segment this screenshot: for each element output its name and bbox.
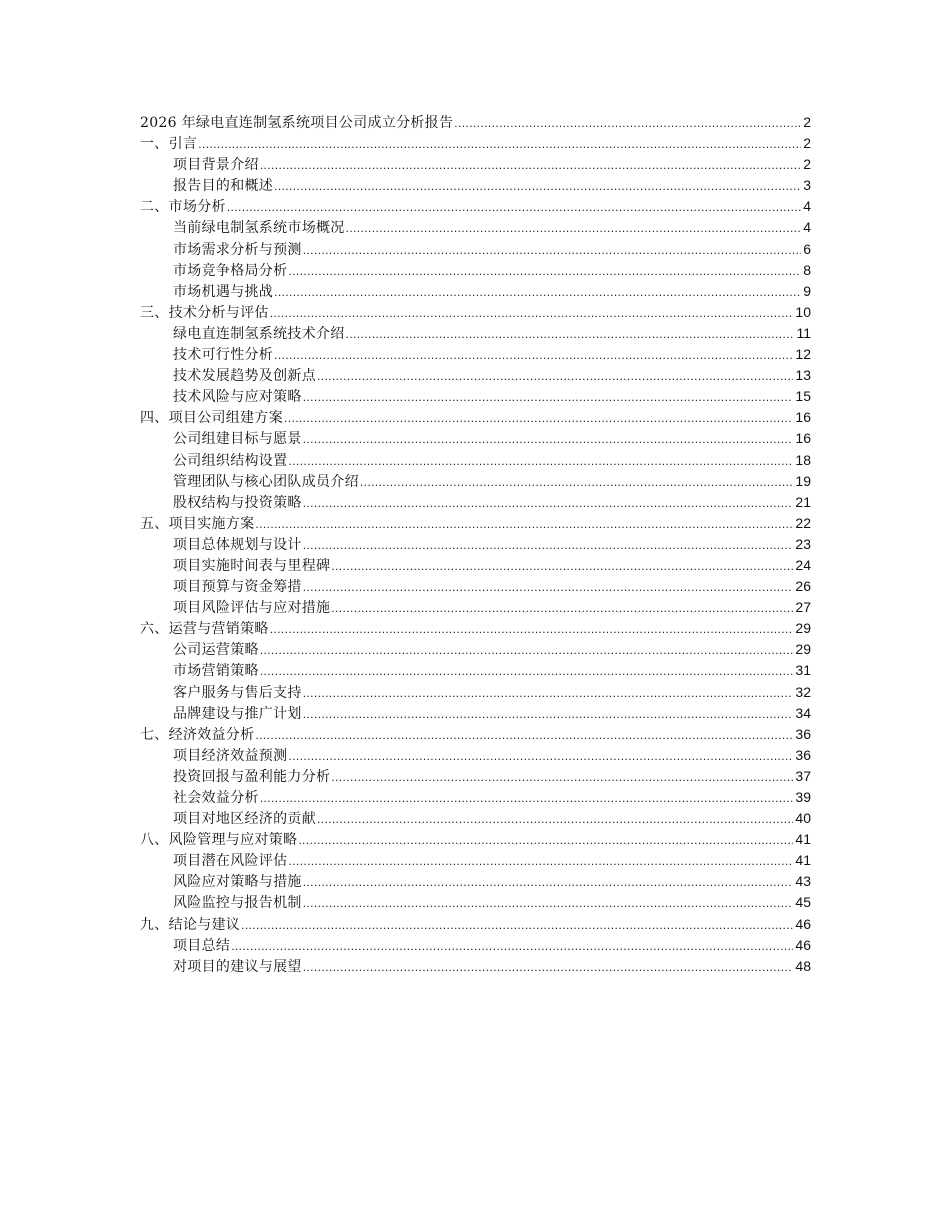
toc-section-entry[interactable]: [140, 682, 811, 703]
toc-page-number: 2: [803, 114, 811, 130]
toc-section-entry[interactable]: [140, 323, 811, 344]
toc-chapter-entry[interactable]: [140, 829, 811, 850]
dot-leader: [303, 493, 794, 514]
toc-page-number: 26: [795, 578, 811, 595]
dot-leader: [303, 704, 794, 725]
toc-entry-label: 项目预算与资金筹措: [173, 579, 302, 596]
toc-page-number: 18: [795, 451, 811, 468]
toc-page-number: 31: [795, 662, 811, 679]
toc-section-entry[interactable]: [140, 576, 811, 597]
toc-section-entry[interactable]: [140, 808, 811, 829]
toc-page-number: 4: [803, 198, 811, 215]
dot-leader: [331, 767, 793, 788]
toc-page-number: 46: [795, 936, 811, 953]
toc-section-entry[interactable]: [140, 703, 811, 724]
dot-leader: [270, 303, 794, 324]
toc-section-entry[interactable]: [140, 344, 811, 365]
toc-entry-label: 六、运营与营销策略: [140, 621, 269, 638]
toc-entry-label: 市场机遇与挑战: [173, 283, 274, 300]
toc-entry-label: 项目总结: [173, 937, 231, 954]
toc-section-entry[interactable]: [140, 935, 811, 956]
toc-page-number: 12: [795, 346, 811, 363]
toc-page-number: 27: [795, 599, 811, 616]
toc-entry-label: 客户服务与售后支持: [173, 684, 302, 701]
toc-section-entry[interactable]: [140, 555, 811, 576]
toc-page-number: 3: [803, 177, 811, 194]
toc-entry-label: 项目对地区经济的贡献: [173, 811, 316, 828]
toc-entry-label: 公司运营策略: [173, 642, 259, 659]
toc-page-number: 37: [795, 767, 811, 784]
toc-chapter-entry[interactable]: [140, 407, 811, 428]
toc-page-number: 29: [795, 620, 811, 637]
dot-leader: [346, 218, 802, 239]
toc-entry-label: 当前绿电制氢系统市场概况: [173, 220, 345, 237]
dot-leader: [331, 598, 793, 619]
table-of-contents: [140, 112, 811, 977]
toc-section-entry[interactable]: [140, 597, 811, 618]
toc-section-entry[interactable]: [140, 892, 811, 913]
toc-page-number: 2: [803, 156, 811, 173]
toc-page-number: 41: [795, 831, 811, 848]
toc-section-entry[interactable]: [140, 766, 811, 787]
toc-page-number: 6: [803, 240, 811, 257]
toc-page-number: 43: [795, 873, 811, 890]
toc-section-entry[interactable]: [140, 281, 811, 302]
dot-leader: [255, 725, 793, 746]
toc-section-entry[interactable]: [140, 260, 811, 281]
toc-page-number: 4: [803, 219, 811, 236]
toc-entry-label: 市场营销策略: [173, 663, 259, 680]
toc-section-entry[interactable]: [140, 492, 811, 513]
dot-leader: [288, 746, 793, 767]
dot-leader: [360, 472, 794, 493]
dot-leader: [303, 957, 794, 978]
toc-section-entry[interactable]: [140, 365, 811, 386]
toc-section-entry[interactable]: [140, 217, 811, 238]
toc-page-number: 40: [795, 810, 811, 827]
toc-page-number: 15: [795, 388, 811, 405]
toc-section-entry[interactable]: [140, 534, 811, 555]
toc-entry-label: 一、引言: [140, 136, 198, 153]
toc-page-number: 46: [795, 915, 811, 932]
dot-leader: [303, 872, 794, 893]
dot-leader: [260, 661, 794, 682]
toc-entry-label: 技术发展趋势及创新点: [173, 368, 316, 385]
toc-entry-label: 八、风险管理与应对策略: [140, 832, 298, 849]
dot-leader: [260, 155, 801, 176]
toc-section-entry[interactable]: [140, 386, 811, 407]
dot-leader: [303, 577, 794, 598]
dot-leader: [303, 683, 794, 704]
dot-leader: [288, 261, 801, 282]
toc-chapter-entry[interactable]: [140, 724, 811, 745]
toc-page-number: 24: [795, 556, 811, 573]
dot-leader: [270, 619, 794, 640]
dot-leader: [303, 535, 794, 556]
toc-section-entry[interactable]: [140, 175, 811, 196]
toc-page-number: 41: [795, 852, 811, 869]
dot-leader: [227, 197, 801, 218]
toc-entry-label: 风险应对策略与措施: [173, 874, 302, 891]
toc-entry-label: 项目风险评估与应对措施: [173, 600, 331, 617]
toc-page-number: 16: [795, 430, 811, 447]
toc-page-number: 21: [795, 493, 811, 510]
toc-page-number: 29: [795, 641, 811, 658]
toc-entry-label: 技术可行性分析: [173, 347, 274, 364]
toc-page-number: 10: [795, 303, 811, 320]
toc-section-entry[interactable]: [140, 660, 811, 681]
toc-entry-label: 报告目的和概述: [173, 178, 274, 195]
dot-leader: [198, 134, 801, 155]
toc-page-number: 36: [795, 725, 811, 742]
toc-page-number: 48: [795, 957, 811, 974]
toc-chapter-entry[interactable]: [140, 914, 811, 935]
toc-page-number: 32: [795, 683, 811, 700]
toc-entry-label: 公司组建目标与愿景: [173, 431, 302, 448]
toc-chapter-entry[interactable]: [140, 513, 811, 534]
toc-entry-label: 投资回报与盈利能力分析: [173, 768, 331, 785]
toc-page-number: 8: [803, 261, 811, 278]
toc-entry-label: 项目背景介绍: [173, 157, 259, 174]
toc-chapter-entry[interactable]: [140, 302, 811, 323]
dot-leader: [260, 640, 794, 661]
toc-entry-label: 项目实施时间表与里程碑: [173, 557, 331, 574]
dot-leader: [255, 514, 793, 535]
dot-leader: [303, 893, 794, 914]
toc-entry-label: 四、项目公司组建方案: [140, 410, 283, 427]
toc-entry-label: 九、结论与建议: [140, 916, 241, 933]
toc-section-entry[interactable]: [140, 787, 811, 808]
toc-entry-list: [140, 133, 811, 977]
dot-leader: [331, 556, 793, 577]
toc-entry-label: 三、技术分析与评估: [140, 304, 269, 321]
toc-chapter-entry[interactable]: [140, 133, 811, 154]
toc-section-entry[interactable]: [140, 471, 811, 492]
dot-leader: [274, 345, 793, 366]
toc-page-number: 16: [795, 409, 811, 426]
toc-section-entry[interactable]: [140, 850, 811, 871]
toc-entry-label: 管理团队与核心团队成员介绍: [173, 473, 359, 490]
toc-entry-label: 风险监控与报告机制: [173, 895, 302, 912]
dot-leader: [274, 282, 801, 303]
toc-section-entry[interactable]: [140, 154, 811, 175]
toc-entry-label: 市场竞争格局分析: [173, 262, 288, 279]
dot-leader: [303, 429, 794, 450]
toc-page-number: 36: [795, 746, 811, 763]
toc-entry-title[interactable]: [140, 112, 811, 133]
dot-leader: [346, 324, 795, 345]
toc-entry-label: 2026 年绿电直连制氢系统项目公司成立分析报告: [140, 115, 454, 131]
toc-entry-label: 技术风险与应对策略: [173, 389, 302, 406]
dot-leader: [298, 830, 793, 851]
dot-leader: [231, 936, 793, 957]
toc-page-number: 23: [795, 535, 811, 552]
toc-section-entry[interactable]: [140, 745, 811, 766]
toc-section-entry[interactable]: [140, 450, 811, 471]
toc-page-number: 13: [795, 367, 811, 384]
dot-leader: [274, 176, 801, 197]
toc-chapter-entry[interactable]: [140, 618, 811, 639]
dot-leader: [260, 788, 794, 809]
toc-entry-label: 二、市场分析: [140, 199, 226, 216]
dot-leader: [288, 451, 793, 472]
toc-section-entry[interactable]: [140, 956, 811, 977]
dot-leader: [241, 915, 793, 936]
toc-chapter-entry[interactable]: [140, 196, 811, 217]
toc-section-entry[interactable]: [140, 871, 811, 892]
toc-entry-label: 股权结构与投资策略: [173, 494, 302, 511]
toc-page-number: 45: [795, 894, 811, 911]
toc-page-number: 2: [803, 135, 811, 152]
dot-leader: [303, 240, 802, 261]
toc-section-entry[interactable]: [140, 428, 811, 449]
toc-page-number: 34: [795, 704, 811, 721]
toc-entry-label: 市场需求分析与预测: [173, 241, 302, 258]
toc-entry-label: 社会效益分析: [173, 790, 259, 806]
dot-leader: [317, 809, 793, 830]
toc-section-entry[interactable]: [140, 239, 811, 260]
dot-leader: [303, 387, 794, 408]
toc-entry-label: 项目潜在风险评估: [173, 853, 288, 870]
toc-entry-label: 五、项目实施方案: [140, 515, 255, 532]
toc-page-number: 11: [796, 324, 811, 341]
toc-entry-label: 绿电直连制氢系统技术介绍: [173, 325, 345, 342]
dot-leader: [288, 851, 793, 872]
dot-leader: [284, 408, 793, 429]
toc-entry-label: 对项目的建议与展望: [173, 958, 302, 975]
toc-entry-label: 七、经济效益分析: [140, 726, 255, 743]
toc-page-number: 22: [795, 514, 811, 531]
toc-entry-label: 品牌建设与推广计划: [173, 705, 302, 722]
toc-entry-label: 公司组织结构设置: [173, 452, 288, 469]
toc-page-number: 39: [795, 789, 811, 805]
toc-entry-label: 项目经济效益预测: [173, 747, 288, 764]
toc-page-number: 9: [803, 282, 811, 299]
toc-entry-label: 项目总体规划与设计: [173, 536, 302, 553]
dot-leader: [317, 366, 793, 387]
toc-section-entry[interactable]: [140, 639, 811, 660]
dot-leader: [454, 113, 801, 134]
toc-page-number: 19: [795, 472, 811, 489]
